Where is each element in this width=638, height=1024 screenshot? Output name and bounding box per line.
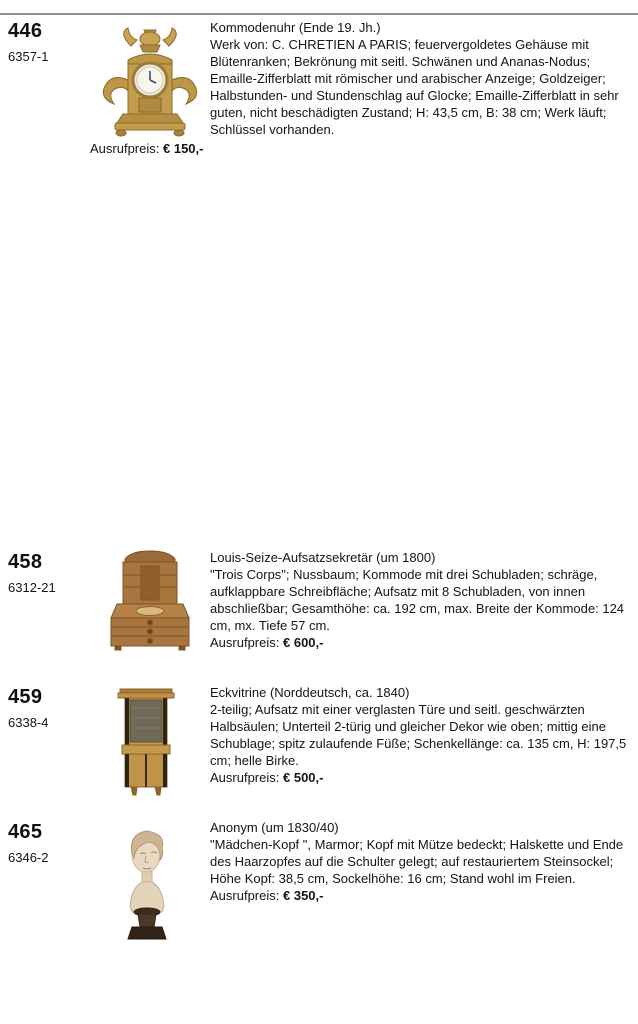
lot-entry-446 [0, 19, 638, 164]
catalog-number: 6338-4 [8, 715, 49, 730]
catalog-number: 6357-1 [8, 49, 49, 64]
price-label: Ausrufpreis: [210, 770, 280, 785]
lot-text-block [210, 549, 635, 651]
price-label: Ausrufpreis: [90, 141, 160, 156]
lot-number: 459 [8, 686, 43, 708]
price-line [210, 769, 635, 786]
corner-vitrine-image [117, 686, 175, 796]
price-label: Ausrufpreis: [210, 888, 280, 903]
secretary-desk-image [103, 549, 197, 651]
price-value: € 150,- [163, 141, 204, 156]
lot-number: 458 [8, 551, 43, 573]
page-top-rule [0, 13, 638, 15]
lot-description: "Trois Corps"; Nussbaum; Kommode mit drei Schubladen; schräge, aufklappbare Schreibfläche; Aufsatz mit 8 Schubladen, von innen abschließbar; Gesamthöhe: ca. 192 cm, max. Breite der Kommode: 124 cm, mx. Tiefe 57 cm. [210, 567, 625, 633]
price-label: Ausrufpreis: [210, 635, 280, 650]
lot-text-block [210, 684, 635, 786]
lot-title: Louis-Seize-Aufsatzsekretär (um 1800) [210, 550, 436, 565]
lot-description: Werk von: C. CHRETIEN A PARIS; feuervergoldetes Gehäuse mit Blütenranken; Bekrönung mit seitl. Schwänen und Ananas-Nodus; Emaille-Zifferblatt mit römischer und arabischer Anzeige; Goldzeiger; Halbstunden- und Stundenschlag auf Glocke; Emaille-Zifferblatt in sehr guten, nicht beschädigten Zustand; H: 43,5 cm, B: 38 cm; Werk läuft; Schlüssel vorhanden. [210, 37, 619, 137]
lot-entry-465 [0, 819, 638, 944]
lot-number: 446 [8, 20, 43, 42]
lot-text-block [210, 19, 635, 138]
price-line [90, 140, 203, 157]
lot-text-block [210, 819, 635, 904]
lot-entry-459 [0, 684, 638, 804]
lot-title: Anonym (um 1830/40) [210, 820, 339, 835]
price-line [210, 887, 635, 904]
price-value: € 350,- [283, 888, 324, 903]
price-value: € 500,- [283, 770, 324, 785]
lot-number: 465 [8, 821, 43, 843]
lot-title: Eckvitrine (Norddeutsch, ca. 1840) [210, 685, 410, 700]
lot-description: 2-teilig; Aufsatz mit einer verglasten Türe und seitl. geschwärzten Halbsäulen; Unterteil 2-türig und gleicher Dekor wie oben; mittig eine Schublage; spitz zulaufende Füße; Schenkellänge: ca. 135 cm, H: 197,5 cm; helle Birke. [210, 702, 627, 768]
catalog-number: 6312-21 [8, 580, 56, 595]
price-value: € 600,- [283, 635, 324, 650]
lot-title: Kommodenuhr (Ende 19. Jh.) [210, 20, 381, 35]
lot-entry-458 [0, 549, 638, 669]
lot-description: "Mädchen-Kopf ", Marmor; Kopf mit Mütze bedeckt; Halskette und Ende des Haarzopfes auf die Schulter gelegt; auf restauriertem Steinsockel; Höhe Kopf: 38,5 cm, Sockelhöhe: 16 cm; Stand wohl im Freien. [210, 837, 624, 886]
mantel-clock-image [95, 20, 205, 137]
marble-bust-image [120, 822, 174, 940]
price-line [210, 634, 635, 651]
catalog-number: 6346-2 [8, 850, 49, 865]
